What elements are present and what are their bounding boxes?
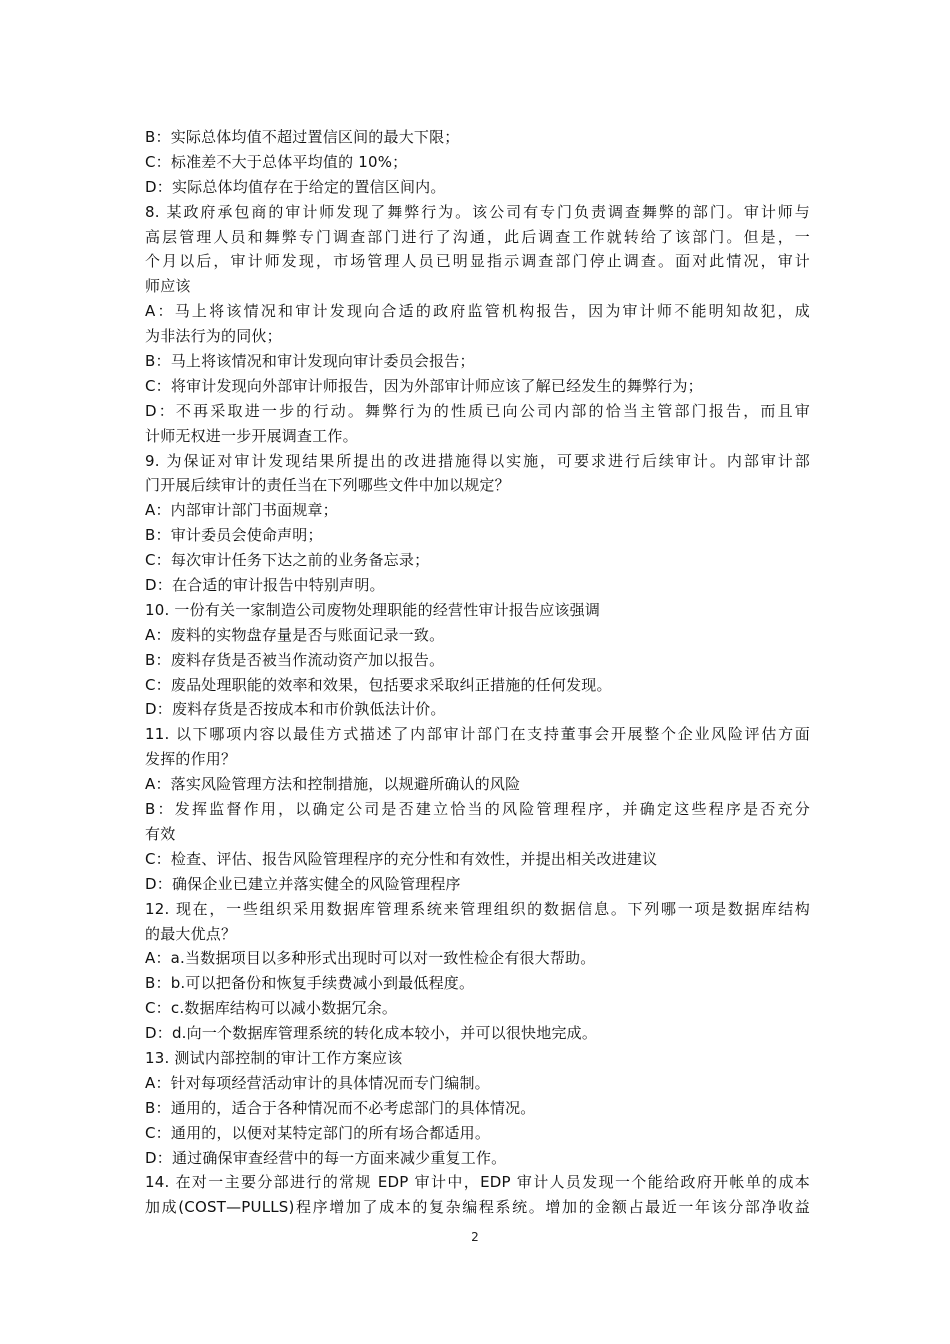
text-line: C：废品处理职能的效率和效果，包括要求采取纠正措施的任何发现。 [145, 675, 612, 694]
text-line: B：b.可以把备份和恢复手续费减小到最低程度。 [145, 974, 475, 993]
text-line: A：马上将该情况和审计发现向合适的政府监管机构报告，因为审计师不能明知故犯，成 [145, 302, 810, 321]
text-line: A：a.当数据项目以多种形式出现时可以对一致性检企有很大帮助。 [145, 949, 596, 968]
text-line: B：通用的，适合于各种情况而不必考虑部门的具体情况。 [145, 1098, 536, 1117]
text-line: B：马上将该情况和审计发现向审计委员会报告； [145, 352, 475, 371]
text-line: 发挥的作用？ [145, 750, 237, 769]
text-line: B：发挥监督作用，以确定公司是否建立恰当的风险管理程序，并确定这些程序是否充分 [145, 800, 810, 819]
text-line: B：审计委员会使命声明； [145, 526, 323, 545]
text-line: D：不再采取进一步的行动。舞弊行为的性质已向公司内部的恰当主管部门报告，而且审 [145, 401, 810, 420]
text-line: C：检查、评估、报告风险管理程序的充分性和有效性，并提出相关改进建议 [145, 849, 658, 868]
text-line: 师应该 [145, 277, 191, 296]
text-line: A：落实风险管理方法和控制措施，以规避所确认的风险 [145, 775, 521, 794]
text-line: A：针对每项经营活动审计的具体情况而专门编制。 [145, 1073, 490, 1092]
text-line: D：在合适的审计报告中特别声明。 [145, 576, 385, 595]
text-line: 14. 在对一主要分部进行的常规 EDP 审计中，EDP 审计人员发现一个能给政府开帐单的成本 [145, 1173, 810, 1192]
text-line: 的最大优点？ [145, 924, 237, 943]
text-line: 个月以后，审计师发现，市场管理人员已明显指示调查部门停止调查。面对此情况，审计 [145, 252, 810, 271]
text-line: 12. 现在，一些组织采用数据库管理系统来管理组织的数据信息。下列哪一项是数据库结构 [145, 899, 810, 918]
text-line: 13. 测试内部控制的审计工作方案应该 [145, 1048, 403, 1067]
text-line: C：通用的，以便对某特定部门的所有场合都适用。 [145, 1123, 491, 1142]
text-line: 为非法行为的同伙； [145, 327, 282, 346]
text-line: D：废料存货是否按成本和市价孰低法计价。 [145, 700, 446, 719]
text-line: 9. 为保证对审计发现结果所提出的改进措施得以实施，可要求进行后续审计。内部审计部 [145, 451, 810, 470]
text-line: C：将审计发现向外部审计师报告，因为外部审计师应该了解已经发生的舞弊行为； [145, 376, 703, 395]
text-line: 加成(COST—PULLS)程序增加了成本的复杂编程系统。增加的金额占最近一年该分部净收益 [145, 1198, 810, 1217]
text-line: C：标准差不大于总体平均值的 10%； [145, 152, 408, 171]
text-line: 8. 某政府承包商的审计师发现了舞弊行为。该公司有专门负责调查舞弊的部门。审计师与 [145, 202, 810, 221]
text-line: 有效 [145, 824, 176, 843]
text-line: C：c.数据库结构可以减小数据冗余。 [145, 999, 398, 1018]
text-line: D：d.向一个数据库管理系统的转化成本较小，并可以很快地完成。 [145, 1024, 598, 1043]
text-line: 计师无权进一步开展调查工作。 [145, 426, 358, 445]
text-line: A：废料的实物盘存量是否与账面记录一致。 [145, 625, 445, 644]
text-line: A：内部审计部门书面规章； [145, 501, 338, 520]
text-line: B：实际总体均值不超过置信区间的最大下限； [145, 128, 460, 146]
text-line: D：通过确保审查经营中的每一方面来减少重复工作。 [145, 1148, 507, 1167]
document-body [145, 125, 810, 1220]
text-line: 门开展后续审计的责任当在下列哪些文件中加以规定？ [145, 476, 510, 495]
text-line: 10. 一份有关一家制造公司废物处理职能的经营性审计报告应该强调 [145, 600, 601, 619]
text-line: 高层管理人员和舞弊专门调查部门进行了沟通，此后调查工作就转给了该部门。但是，一 [145, 227, 810, 246]
text-line: D：实际总体均值存在于给定的置信区间内。 [145, 177, 446, 196]
text-line: B：废料存货是否被当作流动资产加以报告。 [145, 650, 445, 669]
text-line: 11. 以下哪项内容以最佳方式描述了内部审计部门在支持董事会开展整个企业风险评估方面 [145, 725, 810, 744]
page-number: 2 [471, 1230, 479, 1244]
text-line: C：每次审计任务下达之前的业务备忘录； [145, 551, 430, 570]
text-line: D：确保企业已建立并落实健全的风险管理程序 [145, 874, 461, 893]
